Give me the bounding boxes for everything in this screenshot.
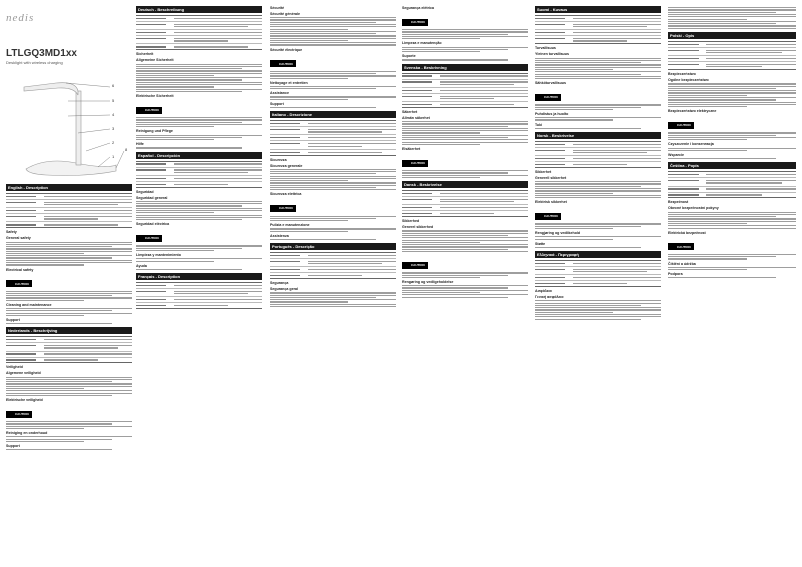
heading-ayuda: Ayuda [136,263,147,268]
heading-sakerhet: Säkerhet [402,109,418,114]
caution-badge-no: CAUTION [535,213,561,220]
heading-bezpecnost: Bezpečnost [668,200,689,205]
caution-badge-de: CAUTION [136,107,162,114]
heading-seguridad-general: Seguridad general [136,195,168,200]
column-5 [535,6,661,561]
heading-hilfe: Hilfe [136,142,144,147]
warning-triangle-icon [139,236,143,240]
caution-badge: CAUTION [6,280,32,287]
heading-pulizia: Pulizia e manutenzione [270,223,310,228]
heading-bezpieczenstwo: Bezpieczeństwo [668,72,696,77]
heading-sahkoturvallisuus: Sähköturvallisuus [535,81,566,86]
heading-generell-sikkerhet: Generell sikkerhet [535,176,567,181]
heading-elektrisk-sikkerhet-no: Elektrisk sikkerhet [535,200,567,205]
caution-badge-it: CAUTION [270,205,296,212]
callout-2: 2 [112,140,115,145]
heading-assistance: Assistance [270,91,289,96]
heading-safety-en: Safety [6,230,17,235]
callout-8: 8 [125,147,128,152]
heading-securite: Sécurité [270,6,285,10]
parts-table-en [6,193,132,228]
heading-securite-electrique: Sécurité électrique [270,47,303,52]
heading-ogolne-bezpieczenstwo: Ogólne bezpieczeństwo [668,78,709,83]
section-header-francais: Français - Description [136,273,262,280]
parts-table-de [136,15,262,50]
heading-elektrische-sicherheit: Elektrische Sicherheit [136,94,174,99]
heading-podpora: Podpora [668,272,683,277]
warning-triangle-icon [273,62,277,66]
heading-sikkerhed: Sikkerhed [402,219,420,224]
warning-triangle-icon [405,20,409,24]
heading-seguranca-geral: Segurança geral [270,287,298,292]
heading-limpeza: Limpeza e manutenção [402,41,442,46]
section-header-polski: Polski - Opis [668,32,796,39]
column-4 [402,6,528,561]
heading-seguranca-eletrica: Segurança elétrica [402,6,434,10]
parts-table-no [535,141,661,168]
section-header-ellinika: Ελληνικά - Περιγραφή [535,251,661,258]
heading-yleinen-turvallisuus: Yleinen turvallisuus [535,52,569,57]
parts-table-sv [402,73,528,108]
caution-badge-es: CAUTION [136,235,162,242]
callout-5: 5 [112,98,115,103]
heading-assistenza: Assistenza [270,233,289,238]
heading-seguridad-electrica: Seguridad eléctrica [136,222,170,227]
heading-seguranca: Segurança [270,281,289,286]
caution-badge-cs: CAUTION [668,243,694,250]
caution-badge-fi: CAUTION [535,94,561,101]
callout-4: 4 [112,112,115,117]
section-header-espanol: Español - Descripción [136,152,262,159]
parts-table-fi [535,15,661,44]
column-1 [6,6,132,561]
parts-table-el [535,260,661,287]
product-subtitle: Desklight with wireless charging [6,60,63,65]
caution-badge-nl: CAUTION [6,411,32,418]
warning-triangle-icon [538,95,542,99]
heading-obecne-bezpecnostni: Obecné bezpečnostní pokyny [668,206,719,211]
heading-generel-sikkerhed: Generel sikkerhed [402,225,434,230]
warning-triangle-icon [405,161,409,165]
warning-triangle-icon [671,245,675,249]
heading-sicurezza-elettrica: Sicurezza elettrica [270,192,302,197]
warning-triangle-icon [9,282,13,286]
heading-cisteni: Čištění a údržba [668,261,696,266]
heading-elektricka-bezpecnost: Elektrická bezpečnost [668,230,706,235]
warning-triangle-icon [538,215,542,219]
parts-table-it [270,120,396,155]
callout-6: 6 [112,83,115,88]
lamp-illustration [6,71,132,181]
heading-allgemeine-sicherheit: Allgemeine Sicherheit [136,58,174,63]
heading-czyszczenie: Czyszczenie i konserwacja [668,142,714,147]
caution-badge-fr: CAUTION [270,60,296,67]
heading-sicurezza: Sicurezza [270,157,287,162]
heading-rengoring-da: Rengøring og vedligeholdelse [402,280,454,285]
heading-support-en: Support [6,318,20,323]
heading-veiligheid: Veiligheid [6,365,23,370]
brand-logo: nedis [6,12,35,24]
parts-table-pl [668,41,796,70]
warning-triangle-icon [9,412,13,416]
caution-badge-pt: CAUTION [402,19,428,26]
heading-general-safety-en: General safety [6,236,31,241]
heading-electrical-safety-en: Electrical safety [6,267,34,272]
warning-triangle-icon [139,108,143,112]
heading-suporte: Suporte [402,54,416,59]
heading-sicherheit: Sicherheit [136,52,154,57]
caution-badge-sv: CAUTION [402,160,428,167]
heading-seguridad: Seguridad [136,189,154,194]
heading-wsparcie: Wsparcie [668,153,684,158]
heading-asfaleia: Ασφάλεια [535,289,552,294]
heading-nettoyage: Nettoyage et entretien [270,80,308,85]
heading-reinigung: Reinigung und Pflege [136,129,173,134]
heading-limpieza: Limpieza y mantenimiento [136,253,181,258]
column-6 [668,6,796,561]
heading-reiniging-nl: Reiniging en onderhoud [6,431,48,436]
caution-badge-pl: CAUTION [668,122,694,129]
heading-algemene-veiligheid: Algemene veiligheid [6,371,41,376]
heading-bezpieczenstwo-elektryczne: Bezpieczeństwo elektryczne [668,109,717,114]
heading-support-nl: Support [6,443,20,448]
heading-securite-generale: Sécurité générale [270,12,300,16]
warning-triangle-icon [405,263,409,267]
callout-1: 1 [112,154,115,159]
section-header-norsk: Norsk - Beskrivelse [535,132,661,139]
section-header-svenska: Svenska - Beskrivning [402,64,528,71]
parts-table-es [136,161,262,188]
section-header-cestina: Čeština - Popis [668,162,796,169]
parts-table-pt [270,252,396,279]
column-3 [270,6,396,561]
heading-rengjoring-no: Rengjøring og vedlikehold [535,231,581,236]
heading-elsakerhet: Elsäkerhet [402,147,421,152]
heading-sikkerhet-no: Sikkerhet [535,170,552,175]
heading-elektrische-veiligheid-nl: Elektrische veiligheid [6,398,43,402]
column-2 [136,6,262,561]
section-header-deutsch: Deutsch - Beschreibung [136,6,262,13]
section-header-english: English - Description [6,184,132,191]
warning-triangle-icon [273,207,277,211]
parts-table-fr [136,282,262,309]
heading-allman-sakerhet: Allmän säkerhet [402,115,430,120]
heading-stotte: Støtte [535,241,546,246]
parts-table-da [402,190,528,217]
heading-sicurezza-generale: Sicurezza generale [270,163,303,168]
model-title: LTLGQ3MD1xx [6,48,77,59]
heading-genikh-asfaleia: Γενική ασφάλεια [535,295,564,300]
heading-tuki: Tuki [535,122,543,127]
heading-puhdistus: Puhdistus ja huolto [535,112,569,117]
parts-table-nl [6,336,132,363]
warning-triangle-icon [671,124,675,128]
heading-cleaning-en: Cleaning and maintenance [6,302,52,307]
callout-3: 3 [112,126,115,131]
caution-badge-da: CAUTION [402,262,428,269]
parts-table-cs [668,171,796,198]
section-header-portugues: Português - Descrição [270,243,396,250]
section-header-dansk: Dansk - Beskrivelse [402,181,528,188]
heading-turvallisuus: Turvallisuus [535,46,556,51]
section-header-italiano: Italiano - Descrizione [270,111,396,118]
section-header-nederlands: Nederlands - Beschrijving [6,327,132,334]
heading-support-fr: Support [270,101,284,106]
section-header-suomi: Suomi - Kuvaus [535,6,661,13]
